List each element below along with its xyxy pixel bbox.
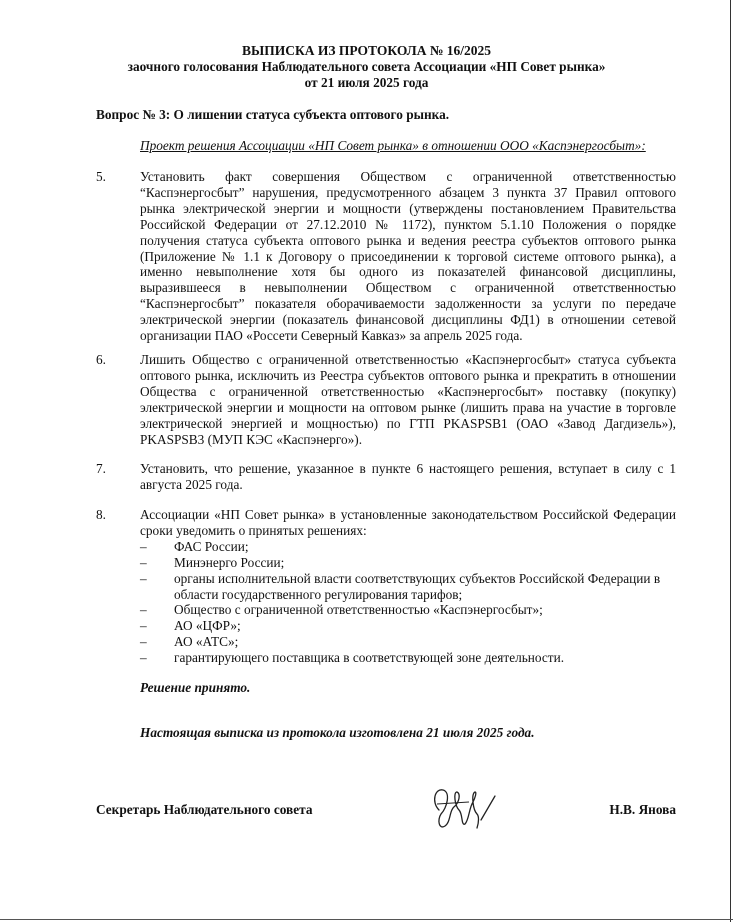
draft-decision-title: Проект решения Ассоциации «НП Совет рынка» в отношении ООО «Каспэнергосбыт»: bbox=[140, 138, 646, 153]
notification-list bbox=[140, 539, 676, 666]
signatory-name: Н.В. Янова bbox=[609, 802, 676, 817]
item-7 bbox=[96, 461, 676, 493]
item-6 bbox=[96, 352, 676, 447]
scan-border-bottom bbox=[0, 919, 733, 920]
list-item: – гарантирующего поставщика в соответствующей зоне деятельности. bbox=[140, 650, 565, 666]
item-number: 5. bbox=[96, 169, 106, 184]
item-5 bbox=[96, 169, 676, 344]
item-text: Установить, что решение, указанное в пункте 6 настоящего решения, вступает в силу с 1 августа 2025 года. bbox=[140, 461, 676, 492]
document-date: от 21 июля 2025 года bbox=[304, 75, 429, 90]
item-text: Установить факт совершения Обществом с ограниченной ответственностью “Каспэнергосбыт” нарушения, предусмотренного абзацем 3 пункта 37 Правил оптового рынка электрической энергии и мощности (утверждены постановлением Правительства Российской Федерации от 27.12.2010 № 1172), пунктом 5.1.10 Положения о порядке получения статуса субъекта оптового рынка и ведения реестра субъектов оптового рынка (Приложение № 1.1 к Договору о присоединении к торговой системе оптового рынка), а именно невыполнение хотя бы одного из показателей финансовой дисциплины, выразившееся в невыполнении Обществом с ограниченной ответственностью “Каспэнергосбыт” показателя оборачиваемости задолженности за услуги по передаче электрической энергии (показатель финансовой дисциплины ФД1) в отношении сетевой организации ПАО «Россети Северный Кавказ» за апрель 2025 года. bbox=[140, 169, 676, 344]
signatory-title: Секретарь Наблюдательного совета bbox=[96, 802, 313, 817]
list-item: – Общество с ограниченной ответственностью «Каспэнергосбыт»; bbox=[140, 602, 543, 618]
scan-border-right bbox=[730, 0, 731, 922]
list-item: – ФАС России; bbox=[140, 538, 249, 554]
item-number: 6. bbox=[96, 352, 106, 367]
item-number: 8. bbox=[96, 507, 106, 522]
extract-note: Настоящая выписка из протокола изготовлена 21 июля 2025 года. bbox=[140, 725, 535, 740]
item-text: Лишить Общество с ограниченной ответственностью «Каспэнергосбыт» статуса субъекта оптового рынка, исключить из Реестра субъектов оптового рынка и прекратить в отношении Общества с ограниченной ответственностью «Каспэнергосбыт» поставку (покупку) электрической энергии и мощности на оптовом рынке (лишить права на участие в торговле электрической энергией и мощностью) по ГТП PKASPSB1 (ОАО «Завод Дагдизель»), PKASPSB3 (МУП КЭС «Каспэнерго»). bbox=[140, 352, 676, 447]
document-subtitle: заочного голосования Наблюдательного совета Ассоциации «НП Совет рынка» bbox=[127, 59, 606, 74]
list-item: – органы исполнительной власти соответствующих субъектов Российской Федерации в области государственного регулирования тарифов; bbox=[140, 570, 661, 602]
list-item: – Минэнерго России; bbox=[140, 554, 285, 570]
list-item: – АО «АТС»; bbox=[140, 634, 239, 650]
question-heading: Вопрос № 3: О лишении статуса субъекта оптового рынка. bbox=[96, 107, 450, 122]
handwritten-signature bbox=[425, 780, 505, 840]
document-title: ВЫПИСКА ИЗ ПРОТОКОЛА № 16/2025 bbox=[241, 43, 492, 58]
list-item: – АО «ЦФР»; bbox=[140, 618, 241, 634]
item-number: 7. bbox=[96, 461, 106, 476]
item-text: Ассоциации «НП Совет рынка» в установленные законодательством Российской Федерации сроки уведомить о принятых решениях: bbox=[140, 507, 676, 538]
decision-result: Решение принято. bbox=[140, 680, 251, 695]
item-8 bbox=[96, 507, 676, 666]
